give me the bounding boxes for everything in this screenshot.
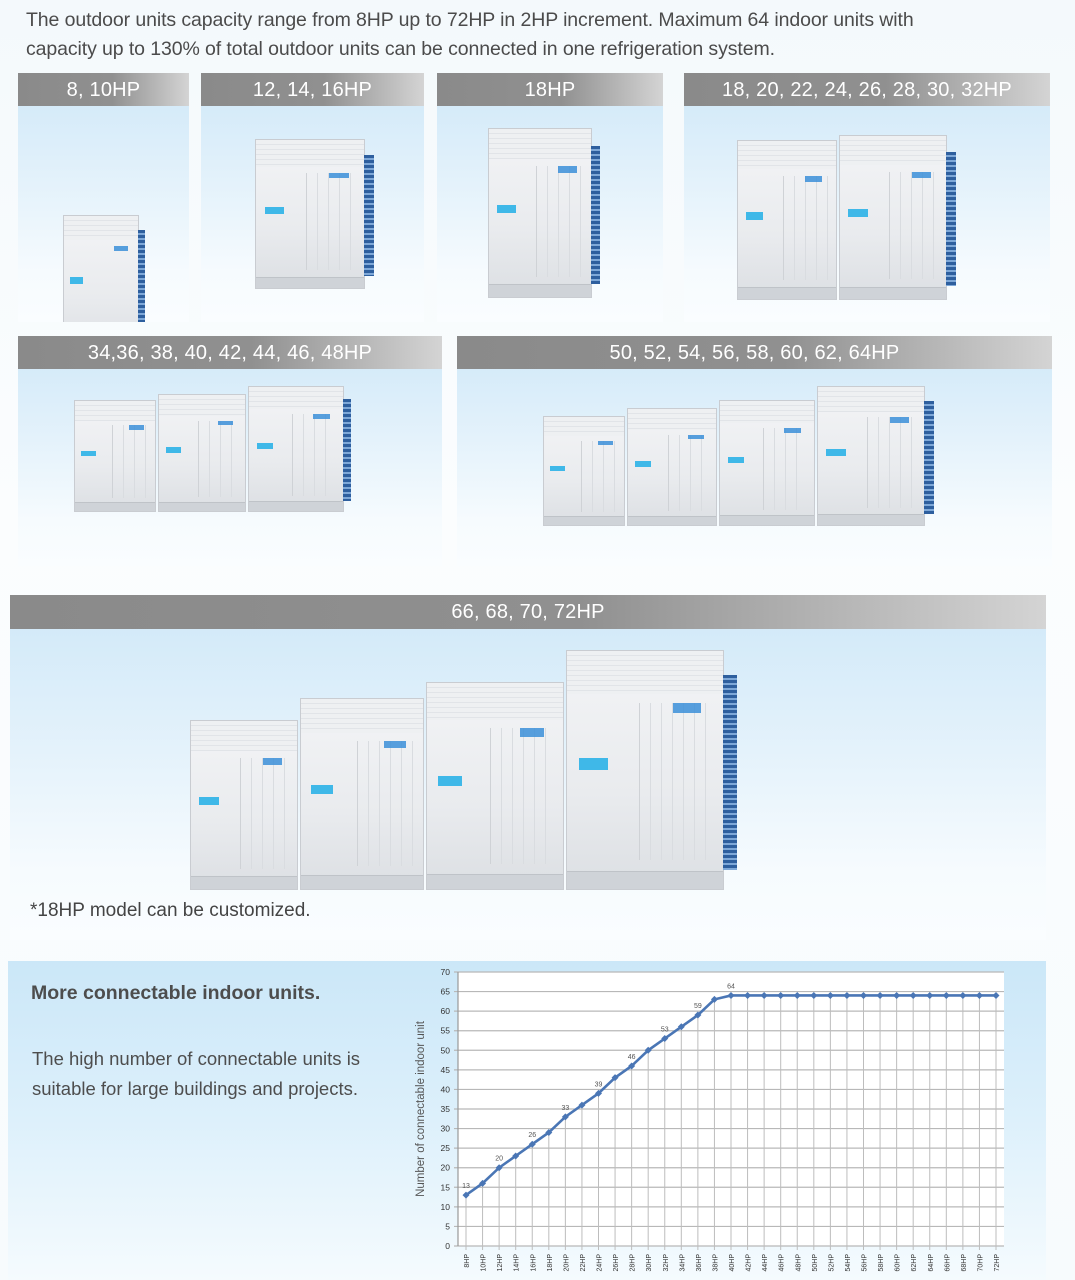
x-tick-label: 16HP [530,1254,538,1272]
outdoor-unit-module [488,128,592,298]
x-tick-label: 34HP [679,1254,687,1272]
x-tick-label: 30HP [646,1254,654,1272]
y-axis-title: Number of connectable indoor unit [415,1021,427,1197]
outdoor-unit-module [74,400,156,512]
x-tick-label: 60HP [894,1254,902,1272]
data-label: 20 [495,1155,504,1163]
x-tick-label: 54HP [844,1254,852,1272]
x-tick-label: 18HP [546,1254,554,1272]
y-tick-label: 70 [440,967,450,977]
product-card-header: 12, 14, 16HP [201,73,424,106]
outdoor-unit-module [426,682,564,890]
indoor-units-line-chart [400,961,1040,1280]
x-tick-label: 24HP [596,1254,604,1272]
x-tick-label: 56HP [861,1254,869,1272]
data-label: 59 [693,1003,702,1011]
x-tick-label: 72HP [994,1254,1001,1272]
y-tick-label: 45 [440,1064,450,1075]
data-label: 39 [594,1081,603,1089]
feature-text-line-1: The high number of connectable units is [32,1048,361,1069]
x-tick-label: 44HP [762,1254,770,1272]
y-tick-label: 35 [440,1104,450,1114]
product-card-50-64hp [457,336,1052,566]
outdoor-unit-image [255,139,367,289]
product-card-34-48hp [18,336,442,566]
y-tick-label: 5 [445,1221,450,1232]
x-tick-label: 32HP [662,1254,670,1272]
y-tick-label: 50 [440,1045,450,1056]
y-tick-label: 30 [440,1123,450,1134]
data-label: 26 [528,1132,537,1140]
outdoor-unit-module [300,698,424,890]
y-tick-label: 20 [440,1162,450,1173]
outdoor-unit-module [719,400,815,526]
outdoor-unit-image [543,386,927,526]
x-tick-label: 48HP [795,1254,803,1272]
intro-line-2: capacity up to 130% of total outdoor units can be connected in one refrigeration system. [26,38,775,60]
outdoor-unit-image [190,650,726,890]
data-label: 64 [727,983,735,991]
outdoor-unit-module [190,720,298,890]
x-tick-label: 28HP [629,1254,637,1272]
outdoor-unit-module [817,386,925,526]
product-card-12-16hp [201,73,424,322]
x-tick-label: 70HP [977,1254,985,1272]
outdoor-unit-image [488,128,594,298]
x-tick-label: 52HP [828,1254,836,1272]
y-tick-label: 65 [440,986,450,997]
data-label: 13 [462,1183,470,1191]
product-card-18hp [437,73,663,322]
outdoor-unit-module [158,394,246,512]
x-tick-label: 38HP [712,1254,720,1272]
feature-title: More connectable indoor units. [31,982,321,1004]
outdoor-unit-image [74,386,346,512]
x-tick-label: 42HP [745,1254,753,1272]
y-tick-label: 60 [440,1006,450,1017]
data-label: 33 [561,1104,570,1112]
product-card-header: 66, 68, 70, 72HP [10,595,1046,629]
x-tick-label: 12HP [497,1254,505,1272]
outdoor-unit-module [255,139,365,289]
feature-description [32,1044,392,1104]
outdoor-unit-module [63,215,139,322]
x-tick-label: 64HP [927,1254,935,1272]
x-tick-label: 26HP [613,1254,621,1272]
product-card-header: 8, 10HP [18,73,189,106]
product-card-header: 18HP [437,73,663,106]
y-tick-label: 0 [445,1241,450,1251]
x-tick-label: 62HP [911,1254,919,1272]
outdoor-unit-image [737,135,949,300]
outdoor-unit-module [248,386,344,512]
x-tick-label: 36HP [695,1254,703,1272]
x-tick-label: 40HP [729,1254,736,1272]
y-tick-label: 25 [440,1143,450,1154]
x-tick-label: 46HP [778,1254,786,1272]
product-card-header: 34,36, 38, 40, 42, 44, 46, 48HP [18,336,442,369]
customization-note: *18HP model can be customized. [30,900,311,921]
x-tick-label: 8HP [464,1254,471,1268]
x-tick-label: 10HP [480,1254,488,1272]
x-tick-label: 20HP [563,1254,571,1272]
y-tick-label: 40 [440,1084,450,1095]
y-tick-label: 15 [440,1182,450,1193]
data-label: 53 [660,1026,669,1034]
outdoor-unit-image [63,143,141,322]
x-tick-label: 68HP [960,1254,968,1272]
outdoor-unit-module [627,408,717,526]
product-card-header: 18, 20, 22, 24, 26, 28, 30, 32HP [684,73,1050,106]
x-tick-label: 22HP [579,1254,587,1272]
outdoor-unit-module [839,135,947,300]
product-card-66-72hp [10,595,1046,940]
product-card-header: 50, 52, 54, 56, 58, 60, 62, 64HP [457,336,1052,369]
intro-line-1: The outdoor units capacity range from 8HP up to 72HP in 2HP increment. Maximum 64 indoor units with [26,9,914,31]
x-tick-label: 50HP [811,1254,819,1272]
outdoor-unit-module [566,650,724,890]
x-tick-label: 14HP [513,1254,521,1272]
data-label: 46 [627,1053,636,1061]
x-tick-label: 58HP [878,1254,886,1272]
y-tick-label: 55 [440,1025,450,1036]
outdoor-unit-module [737,140,837,300]
product-card-8-10hp [18,73,189,322]
outdoor-unit-module [543,416,625,526]
feature-text-line-2: suitable for large buildings and projects. [32,1078,358,1099]
intro-paragraph [26,6,1056,64]
x-tick-label: 66HP [944,1254,952,1272]
y-tick-label: 10 [440,1201,450,1212]
product-card-18-32hp [684,73,1050,322]
